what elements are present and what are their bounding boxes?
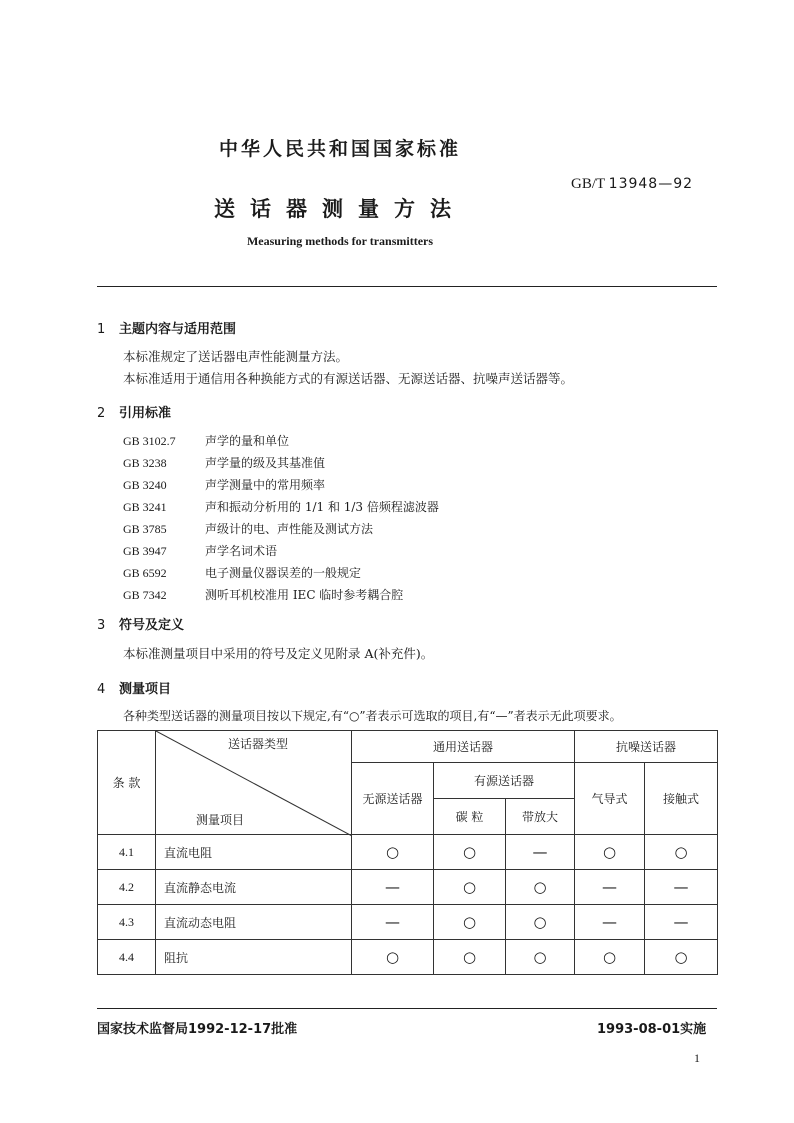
section-title: 主题内容与适用范围 (119, 322, 237, 337)
clause-header: 条 款 (98, 731, 156, 835)
section-1-heading (97, 318, 236, 337)
section-2-heading (97, 402, 171, 421)
reference-code: GB 3238 (123, 456, 167, 470)
section-title: 测量项目 (119, 682, 172, 697)
antinoise-transmitter-header: 抗噪送话器 (575, 731, 718, 763)
section-3-heading (97, 614, 184, 633)
value-cell: — (352, 905, 434, 940)
value-cell: ○ (506, 870, 575, 905)
section-number: 2 (97, 406, 106, 421)
document-code-number: 13948—92 (608, 176, 694, 192)
reference-item (123, 454, 325, 471)
item-cell: 直流电阻 (156, 835, 352, 870)
value-cell: ○ (434, 835, 506, 870)
reference-item (123, 542, 277, 559)
section-1-paragraph-2: 本标准适用于通信用各种换能方式的有源送话器、无源送话器、抗噪声送话器等。 (123, 371, 574, 386)
reference-code: GB 6592 (123, 566, 167, 580)
table-row (98, 870, 718, 905)
value-cell: ○ (434, 940, 506, 975)
section-number: 4 (97, 682, 106, 697)
value-cell: — (645, 905, 718, 940)
section-title: 引用标准 (119, 406, 172, 421)
reference-title: 测听耳机校准用 IEC 临时参考耦合腔 (205, 588, 404, 602)
value-cell: — (575, 905, 645, 940)
active-transmitter-header: 有源送话器 (434, 763, 575, 799)
national-standard-heading: 中华人民共和国国家标准 (218, 138, 461, 160)
reference-item (123, 476, 325, 493)
section-number: 1 (97, 322, 106, 337)
reference-item (123, 498, 439, 515)
value-cell: ○ (506, 940, 575, 975)
page-number: 1 (694, 1051, 700, 1065)
clause-cell: 4.4 (98, 940, 156, 975)
section-title: 符号及定义 (119, 618, 185, 633)
section-4-heading (97, 678, 171, 697)
item-cell: 阻抗 (156, 940, 352, 975)
item-cell: 直流静态电流 (156, 870, 352, 905)
reference-item (123, 432, 289, 449)
table-row (98, 835, 718, 870)
value-cell: ○ (645, 940, 718, 975)
approval-line: 国家技术监督局1992-12-17批准 (97, 1022, 298, 1037)
value-cell: ○ (506, 905, 575, 940)
value-cell: — (645, 870, 718, 905)
reference-title: 声学测量中的常用频率 (205, 478, 326, 492)
section-4-paragraph: 各种类型送话器的测量项目按以下规定,有“○”者表示可选取的项目,有“—”者表示无此项要求。 (123, 709, 622, 723)
value-cell: ○ (575, 940, 645, 975)
reference-title: 声学的量和单位 (205, 434, 290, 448)
reference-item (123, 520, 373, 537)
section-3-paragraph: 本标准测量项目中采用的符号及定义见附录 A(补充件)。 (123, 646, 434, 661)
reference-title: 声学名词术语 (205, 544, 278, 558)
reference-code: GB 3102.7 (123, 434, 176, 448)
clause-cell: 4.3 (98, 905, 156, 940)
document-title-en: Measuring methods for transmitters (246, 234, 434, 248)
value-cell: — (506, 835, 575, 870)
clause-cell: 4.2 (98, 870, 156, 905)
diagonal-header-cell (156, 731, 352, 835)
general-transmitter-header: 通用送话器 (352, 731, 575, 763)
reference-title: 声级计的电、声性能及测试方法 (205, 522, 374, 536)
reference-title: 声学量的级及其基准值 (205, 456, 326, 470)
document-code-prefix: GB/T (571, 176, 605, 192)
contact-header: 接触式 (645, 763, 718, 835)
carbon-header: 碳 粒 (434, 799, 506, 835)
document-code (571, 176, 693, 193)
value-cell: ○ (434, 870, 506, 905)
implementation-date: 1993-08-01实施 (597, 1022, 707, 1037)
item-cell: 直流动态电阻 (156, 905, 352, 940)
table-row (98, 905, 718, 940)
reference-code: GB 3785 (123, 522, 167, 536)
section-number: 3 (97, 618, 106, 633)
value-cell: — (352, 870, 434, 905)
transmitter-type-label: 送话器类型 (228, 737, 289, 751)
measurement-item-label: 测量项目 (196, 813, 245, 827)
reference-code: GB 7342 (123, 588, 167, 602)
reference-title: 声和振动分析用的 1/1 和 1/3 倍频程滤波器 (205, 500, 439, 514)
reference-code: GB 3240 (123, 478, 167, 492)
reference-code: GB 3241 (123, 500, 167, 514)
value-cell: ○ (352, 940, 434, 975)
table-row (98, 940, 718, 975)
reference-code: GB 3947 (123, 544, 167, 558)
value-cell: ○ (575, 835, 645, 870)
section-1-paragraph-1: 本标准规定了送话器电声性能测量方法。 (123, 349, 349, 364)
reference-item (123, 564, 361, 581)
reference-title: 电子测量仪器误差的一般规定 (205, 566, 362, 580)
amplified-header: 带放大 (506, 799, 575, 835)
clause-cell: 4.1 (98, 835, 156, 870)
value-cell: — (575, 870, 645, 905)
value-cell: ○ (645, 835, 718, 870)
top-divider (97, 286, 717, 287)
document-title-cn: 送话器测量方法 (214, 197, 466, 221)
reference-item (123, 586, 403, 603)
air-conduction-header: 气导式 (575, 763, 645, 835)
footer-divider (97, 1008, 717, 1009)
value-cell: ○ (352, 835, 434, 870)
value-cell: ○ (434, 905, 506, 940)
passive-transmitter-header: 无源送话器 (352, 763, 434, 835)
measurement-items-table (97, 730, 718, 975)
